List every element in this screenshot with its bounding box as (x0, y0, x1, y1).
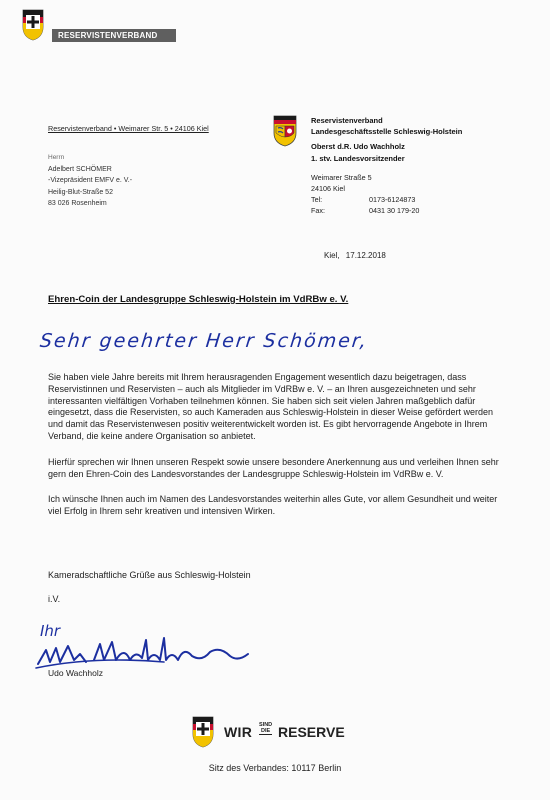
body-paragraph-2: Hierfür sprechen wir Ihnen unseren Respekt sowie unsere besondere Anerkennung aus und verleihen Ihnen sehr gern den Ehren-Coin des Landesvorstandes der Landesgruppe Schleswig-Holstein im VdRBw e. V. (48, 456, 499, 479)
tel-label: Tel: (311, 195, 323, 204)
letter-subject: Ehren-Coin der Landesgruppe Schleswig-Holstein im VdRBw e. V. (48, 294, 349, 305)
brand-band: RESERVISTENVERBAND (52, 29, 176, 42)
slogan-sind-die (259, 722, 272, 735)
letter-body (48, 372, 500, 532)
signature-ihr: Ihr (40, 622, 61, 640)
schleswig-holstein-coat-of-arms-icon (273, 115, 297, 147)
org-role: 1. stv. Landesvorsitzender (311, 153, 405, 163)
date-place: Kiel, (324, 251, 340, 260)
handwritten-signature (34, 616, 264, 676)
date-value: 17.12.2018 (345, 251, 386, 260)
org-office: Landesgeschäftsstelle Schleswig-Holstein (311, 127, 463, 137)
recipient-name: Adelbert SCHÖMER (48, 165, 112, 173)
recipient-salutation: Herrn (48, 154, 65, 161)
fax-label: Fax: (311, 206, 325, 215)
slogan-reserve: RESERVE (278, 724, 345, 740)
contact-street: Weimarer Straße 5 (311, 173, 372, 182)
handwritten-greeting: Sehr geehrter Herr Schömer, (38, 330, 370, 352)
contact-block (311, 172, 419, 216)
slogan-die: DIE (260, 728, 271, 734)
letterhead-brand (8, 7, 178, 47)
org-person: Oberst d.R. Udo Wachholz (311, 142, 405, 152)
sender-return-address: Reservistenverband • Weimarer Str. 5 • 24106 Kiel (48, 124, 209, 133)
on-behalf-marker: i.V. (48, 594, 61, 604)
closing-line: Kameradschaftliche Grüße aus Schleswig-Holstein (48, 570, 251, 580)
letter-date (324, 251, 386, 260)
slogan-wir: WIR (224, 724, 253, 740)
body-paragraph-3: Ich wünsche Ihnen auch im Namen des Landesvorstandes weiterhin alles Gute, vor allem Gesundheit und weiter viel Erfolg in Ihrem sehr kreativen und intensiven Wirken. (48, 494, 498, 517)
signer-name: Udo Wachholz (48, 668, 103, 678)
contact-fax-row (311, 205, 419, 216)
contact-city: 24106 Kiel (311, 184, 345, 193)
footer-logo (192, 716, 362, 750)
association-seat: Sitz des Verbandes: 10117 Berlin (208, 763, 342, 773)
recipient-street: Heilig-Blut-Straße 52 (48, 188, 113, 196)
recipient-city: 83 026 Rosenheim (48, 200, 107, 207)
reservist-shield-icon (192, 716, 214, 748)
slogan-sind: SIND (259, 722, 273, 728)
recipient-title: -Vizepräsident EMFV e. V.- (48, 177, 133, 184)
fax-value: 0431 30 179-20 (369, 206, 420, 215)
org-block (311, 115, 462, 164)
contact-tel-row (311, 194, 419, 205)
recipient-address (48, 152, 132, 210)
tel-value: 0173-6124873 (369, 195, 416, 204)
body-paragraph-1: Sie haben viele Jahre bereits mit Ihrem herausragenden Engagement wesentlich dazu beigetragen, dass Reservistinnen und Reservisten – auch als Mitglieder im VdRBw e. V. – an Ihren ausgezeichneten und sehr interessanten vielfältigen Vorhaben teilnehmen können. Sie haben sich seit vielen Jahren maßgeblich dafür eingesetzt, dass die Reservisten, so auch Kameraden aus Schleswig-Holstein in dieser Weise gefördert werden und damit das Reservistenwesen positiv weiterentwickelt worden ist. Es gibt hervorragende Angebote in Ihrem Verband, die keine andere Organisation so anbietet. (48, 372, 494, 441)
org-name: Reservistenverband (311, 116, 383, 125)
reservist-shield-icon (22, 9, 44, 41)
